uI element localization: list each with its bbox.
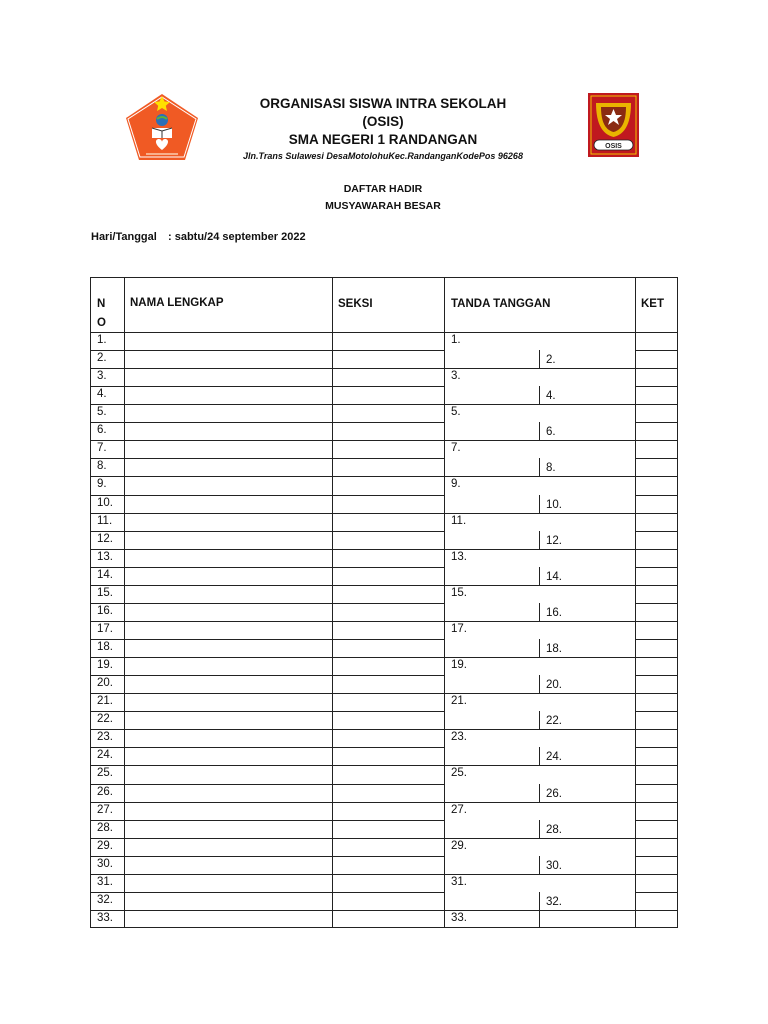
signature-number: 1. xyxy=(451,334,461,346)
signature-number: 4. xyxy=(546,390,556,403)
row-number: 33. xyxy=(97,911,113,924)
row-number: 32. xyxy=(97,893,113,906)
document-title: DAFTAR HADIR xyxy=(343,183,423,195)
row-number: 16. xyxy=(97,604,113,617)
signature-number: 22. xyxy=(546,715,562,728)
row-number: 24. xyxy=(97,749,113,762)
header-no-line2: O xyxy=(97,317,106,329)
signature-number: 6. xyxy=(546,426,556,439)
header-signature: TANDA TANGGAN xyxy=(451,298,551,310)
row-number: 21. xyxy=(97,695,113,708)
signature-number: 23. xyxy=(451,731,467,744)
signature-number: 9. xyxy=(451,478,461,491)
signature-number: 16. xyxy=(546,606,562,619)
row-number: 12. xyxy=(97,532,113,545)
row-number: 31. xyxy=(97,875,113,888)
row-number: 13. xyxy=(97,550,113,563)
row-number: 26. xyxy=(97,785,113,798)
osis-emblem-logo xyxy=(588,93,639,157)
signature-number: 25. xyxy=(451,767,467,780)
row-number: 22. xyxy=(97,713,113,726)
signature-number: 30. xyxy=(546,859,562,872)
row-number: 23. xyxy=(97,731,113,744)
signature-number: 19. xyxy=(451,659,467,672)
header-note: KET xyxy=(641,298,664,310)
row-number: 6. xyxy=(97,424,107,437)
table-grid-lines xyxy=(90,277,678,928)
signature-number: 17. xyxy=(451,622,467,635)
signature-number: 8. xyxy=(546,462,556,475)
signature-number: 24. xyxy=(546,751,562,764)
row-number: 18. xyxy=(97,641,113,654)
date-label: Hari/Tanggal xyxy=(91,231,157,243)
row-number: 25. xyxy=(97,767,113,780)
row-number: 30. xyxy=(97,857,113,870)
row-number: 4. xyxy=(97,388,107,401)
signature-number: 28. xyxy=(546,823,562,836)
signature-number: 32. xyxy=(546,895,562,908)
signature-number: 5. xyxy=(451,406,461,419)
attendance-table xyxy=(90,277,678,928)
row-number: 10. xyxy=(97,496,113,509)
signature-number: 7. xyxy=(451,442,461,455)
row-number: 14. xyxy=(97,568,113,581)
signature-number: 21. xyxy=(451,695,467,708)
row-number: 11. xyxy=(97,514,113,527)
signature-number: 26. xyxy=(546,787,562,800)
row-number: 9. xyxy=(97,478,107,491)
signature-number: 13. xyxy=(451,550,467,563)
date-line xyxy=(91,231,306,243)
org-name: ORGANISASI SISWA INTRA SEKOLAH xyxy=(259,96,507,111)
row-number: 1. xyxy=(97,334,107,346)
osis-pentagon-logo xyxy=(124,92,200,162)
signature-number: 11. xyxy=(451,514,467,527)
row-number: 8. xyxy=(97,460,107,473)
emblem-text: OSIS xyxy=(605,143,622,150)
row-number: 28. xyxy=(97,821,113,834)
row-number: 2. xyxy=(97,352,107,365)
signature-number: 10. xyxy=(546,498,562,511)
row-number: 15. xyxy=(97,586,113,599)
signature-number: 31. xyxy=(451,875,467,888)
date-value: : sabtu/24 september 2022 xyxy=(168,231,306,243)
signature-number: 15. xyxy=(451,586,467,599)
school-address: Jln.Trans Sulawesi DesaMotolohuKec.RandanganKodePos 96268 xyxy=(243,151,523,161)
signature-number: 18. xyxy=(546,643,562,656)
signature-number: 2. xyxy=(546,354,556,367)
signature-number: 33. xyxy=(451,911,467,924)
header-no-line1: N xyxy=(97,298,106,310)
row-number: 29. xyxy=(97,839,113,852)
row-number: 27. xyxy=(97,803,113,816)
row-number: 19. xyxy=(97,659,113,672)
row-number: 17. xyxy=(97,622,113,635)
header-section: SEKSI xyxy=(338,298,373,310)
signature-number: 3. xyxy=(451,370,461,383)
org-abbreviation: (OSIS) xyxy=(362,114,404,129)
signature-number: 12. xyxy=(546,534,562,547)
document-subtitle: MUSYAWARAH BESAR xyxy=(325,200,441,212)
signature-number: 20. xyxy=(546,679,562,692)
signature-number: 14. xyxy=(546,570,562,583)
row-number: 20. xyxy=(97,677,113,690)
row-number: 3. xyxy=(97,370,107,383)
row-number: 5. xyxy=(97,406,107,419)
header-name: NAMA LENGKAP xyxy=(130,297,224,309)
signature-number: 27. xyxy=(451,803,467,816)
signature-number: 29. xyxy=(451,839,467,852)
school-name: SMA NEGERI 1 RANDANGAN xyxy=(288,132,478,147)
row-number: 7. xyxy=(97,442,107,455)
